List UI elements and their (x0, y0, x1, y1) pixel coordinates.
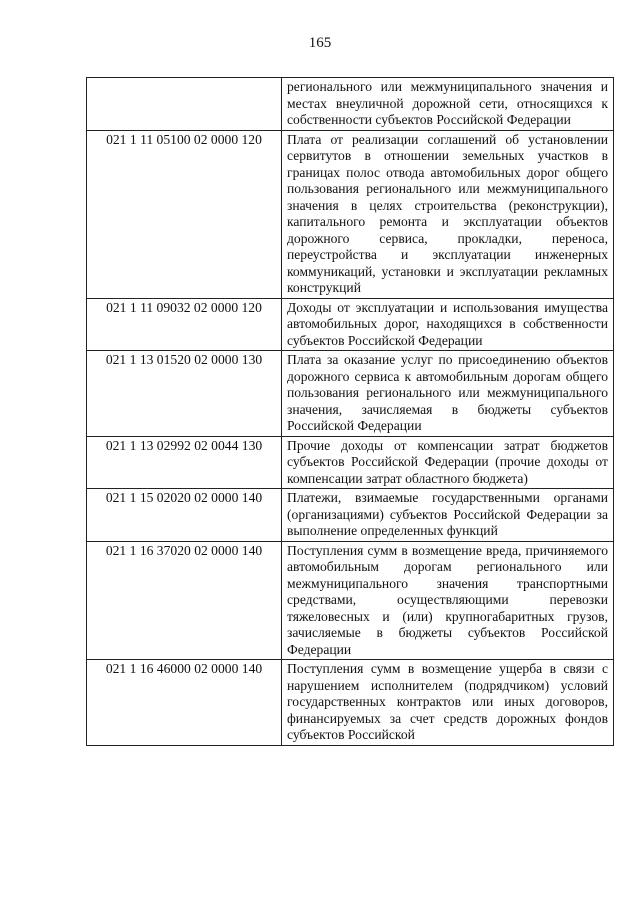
budget-code: 021 1 13 02992 02 0044 130 (87, 436, 282, 489)
table-row (87, 130, 614, 298)
table-row (87, 436, 614, 489)
budget-code: 021 1 16 37020 02 0000 140 (87, 541, 282, 660)
revenue-description: Доходы от эксплуатации и использования имущества автомобильных дорог, находящихся в собственности субъектов Российской Федерации (282, 298, 614, 351)
budget-code: 021 1 11 09032 02 0000 120 (87, 298, 282, 351)
revenue-description: Плата от реализации соглашений об установлении сервитутов в отношении земельных участков в границах полос отвода автомобильных дорог общего пользования регионального или межмуниципального значения в целях строительства (реконструкции), капитального ремонта и эксплуатации объектов дорожного сервиса, прокладки, переноса, переустройства и эксплуатации инженерных коммуникаций, установки и эксплуатации рекламных конструкций (282, 130, 614, 298)
budget-code: 021 1 13 01520 02 0000 130 (87, 351, 282, 437)
revenue-description: Прочие доходы от компенсации затрат бюджетов субъектов Российской Федерации (прочие доходы от компенсации затрат областного бюджета) (282, 436, 614, 489)
table-row (87, 351, 614, 437)
table-row (87, 660, 614, 746)
budget-code: 021 1 15 02020 02 0000 140 (87, 489, 282, 542)
table-row (87, 489, 614, 542)
budget-code: 021 1 16 46000 02 0000 140 (87, 660, 282, 746)
table-row (87, 78, 614, 131)
table-row (87, 298, 614, 351)
budget-code: 021 1 11 05100 02 0000 120 (87, 130, 282, 298)
revenue-description: Плата за оказание услуг по присоединению объектов дорожного сервиса к автомобильным дорогам общего пользования регионального или межмуниципального значения, зачисляемая в бюджеты субъектов Российской Федерации (282, 351, 614, 437)
page-number: 165 (308, 35, 332, 51)
revenue-description: Поступления сумм в возмещение ущерба в связи с нарушением исполнителем (подрядчиком) условий государственных контрактов или иных договоров, финансируемых за счет средств дорожных фондов субъектов Российской (282, 660, 614, 746)
revenue-description: регионального или межмуниципального значения и местах внеуличной дорожной сети, относящихся к собственности субъектов Российской Федерации (282, 78, 614, 131)
revenue-codes-table (86, 77, 614, 746)
budget-code (87, 78, 282, 131)
table-row (87, 541, 614, 660)
revenue-description: Поступления сумм в возмещение вреда, причиняемого автомобильным дорогам регионального или межмуниципального значения транспортными средствами, осуществляющими перевозки тяжеловесных и (или) крупногабаритных грузов, зачисляемые в бюджеты субъектов Российской Федерации (282, 541, 614, 660)
revenue-description: Платежи, взимаемые государственными органами (организациями) субъектов Российской Федерации за выполнение определенных функций (282, 489, 614, 542)
